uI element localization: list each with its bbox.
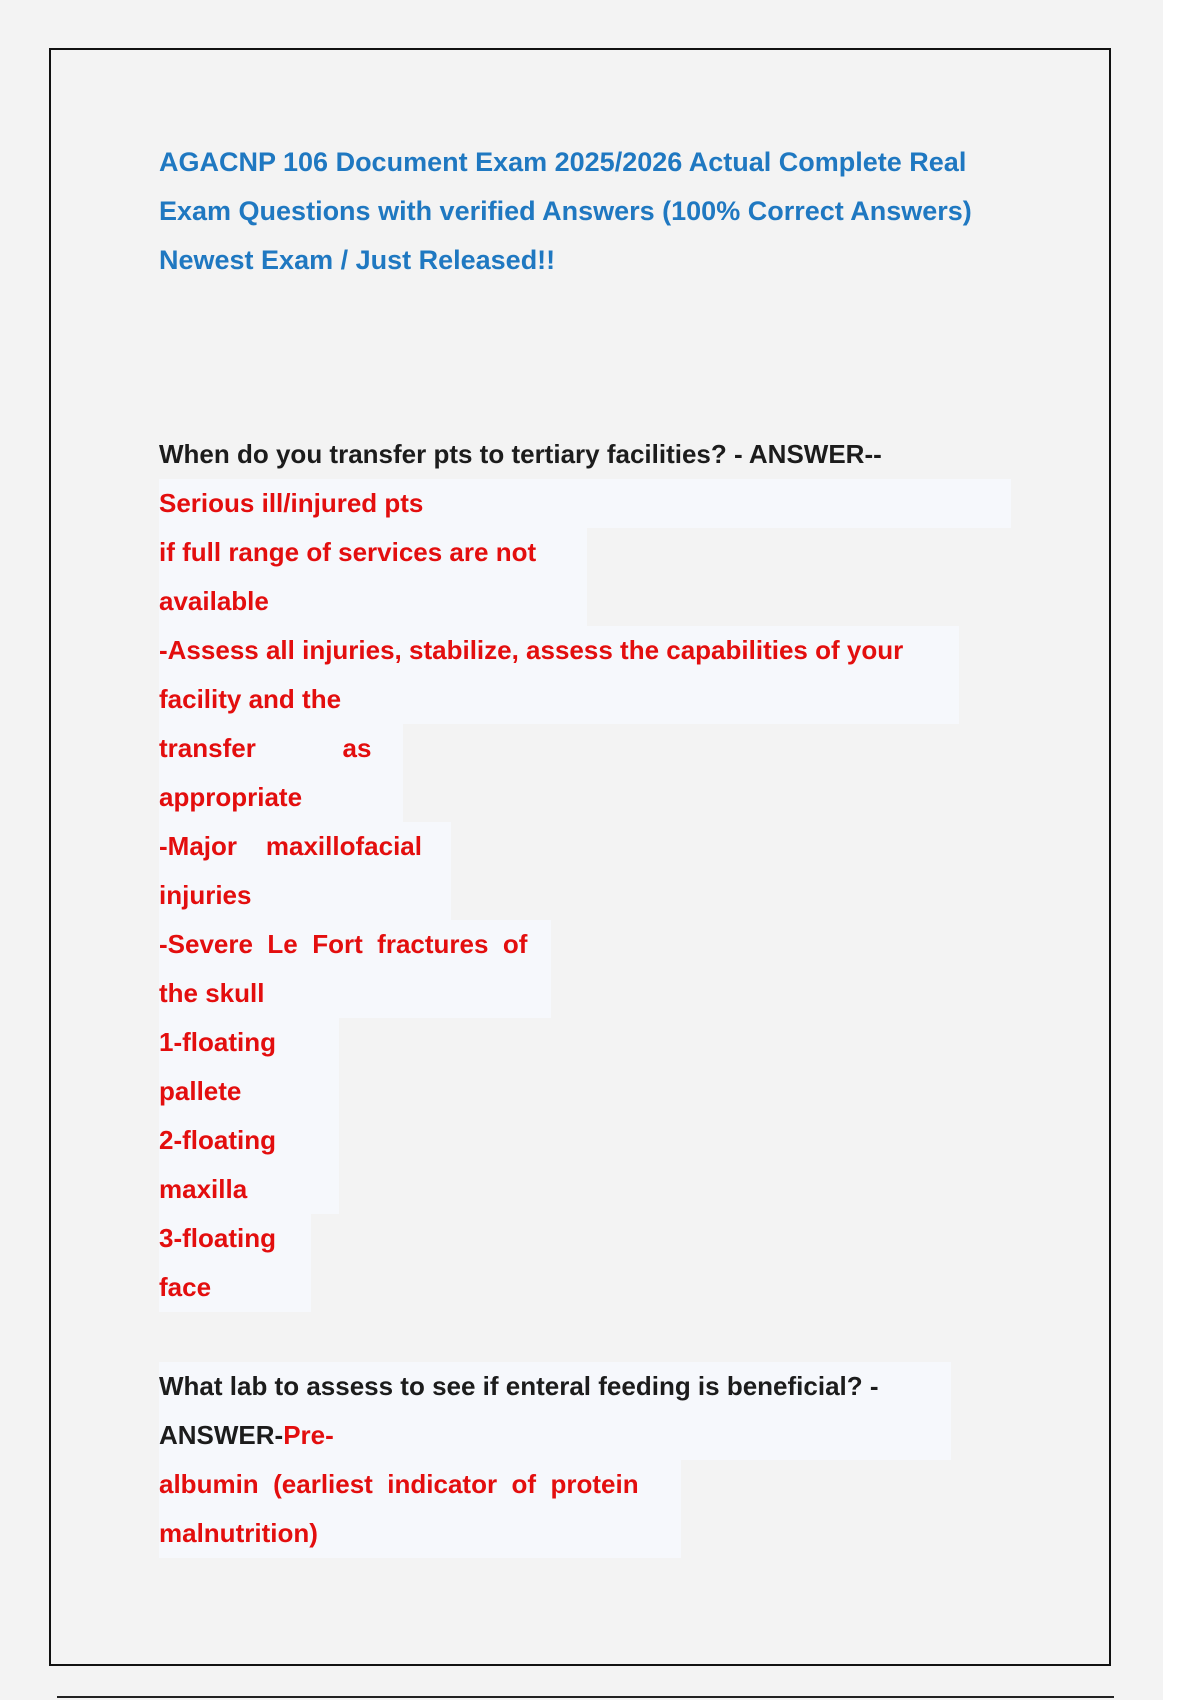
answer-1-line: transfer as — [159, 724, 403, 773]
question-answer-1 — [159, 430, 1011, 1312]
question-2-line-1: What lab to assess to see if enteral feeding is beneficial? - — [159, 1362, 951, 1411]
answer-1-line: 3-floating — [159, 1214, 311, 1263]
answer-1-line: face — [159, 1263, 311, 1312]
next-page-edge — [57, 1696, 1114, 1698]
answer-1-line: Serious ill/injured pts — [159, 479, 1011, 528]
answer-1-line: -Major maxillofacial — [159, 822, 451, 871]
question-2-line-2 — [159, 1411, 951, 1460]
question-1-text: When do you transfer pts to tertiary facilities? - ANSWER-- — [159, 439, 882, 469]
answer-1-line: -Severe Le Fort fractures of — [159, 920, 551, 969]
answer-1-line: pallete — [159, 1067, 339, 1116]
answer-1-line: maxilla — [159, 1165, 339, 1214]
answer-1-line: the skull — [159, 969, 551, 1018]
answer-1-line: 1-floating — [159, 1018, 339, 1067]
answer-1-line: 2-floating — [159, 1116, 339, 1165]
answer-1-line: facility and the — [159, 675, 959, 724]
answer-2-line: malnutrition) — [159, 1509, 681, 1558]
answer-label: ANSWER- — [159, 1420, 284, 1450]
document-title-line-2: Exam Questions with verified Answers (100% Correct Answers) — [159, 196, 972, 226]
answer-1-line: if full range of services are not — [159, 528, 587, 577]
document-title-block — [159, 138, 1019, 285]
answer-1-line: appropriate — [159, 773, 403, 822]
answer-2-line: albumin (earliest indicator of protein — [159, 1460, 681, 1509]
answer-1-line: available — [159, 577, 587, 626]
answer-1-line: -Assess all injuries, stabilize, assess the capabilities of your — [159, 626, 959, 675]
document-title-line-1: AGACNP 106 Document Exam 2025/2026 Actual Complete Real — [159, 147, 967, 177]
viewer-right-margin — [1163, 0, 1200, 1700]
document-title-line-3: Newest Exam / Just Released!! — [159, 245, 556, 275]
question-answer-2 — [159, 1362, 1011, 1558]
answer-2-inline: Pre- — [283, 1420, 334, 1450]
answer-1-line: injuries — [159, 871, 451, 920]
